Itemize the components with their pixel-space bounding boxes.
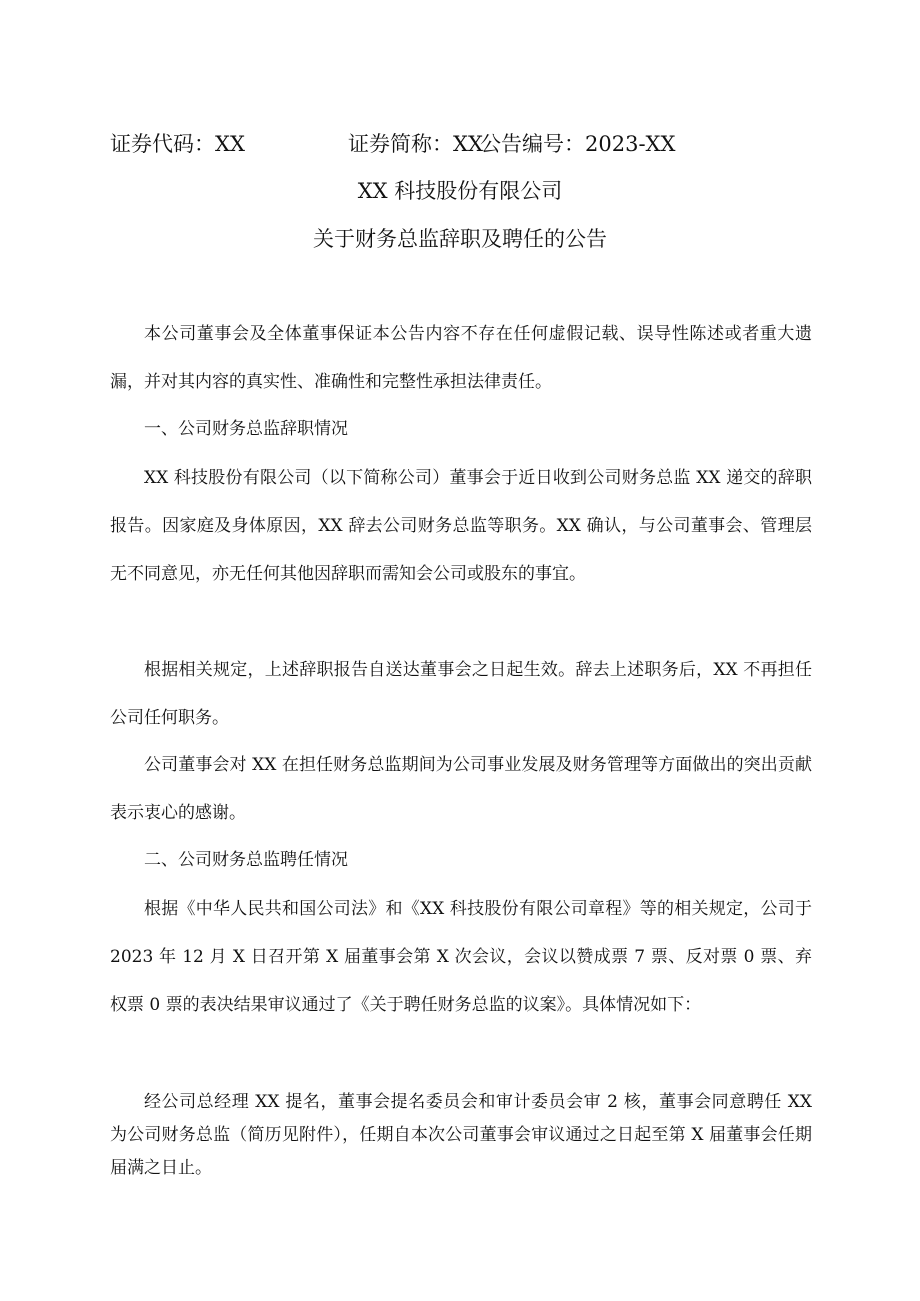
- section-heading-resignation: 一、公司财务总监辞职情况: [144, 419, 348, 439]
- resignation-paragraph: XX 科技股份有限公司（以下简称公司）董事会于近日收到公司财务总监 XX 递交的辞职报告。因家庭及身体原因，XX 辞去公司财务总监等职务。XX 确认，与公司董事会、管理层无不同意见，亦无任何其他因辞职而需知会公司或股东的事宜。: [110, 468, 812, 584]
- appointment-detail-paragraph: 经公司总经理 XX 提名，董事会提名委员会和审计委员会审 2 核，董事会同意聘任 XX 为公司财务总监（简历见附件），任期自本次公司董事会审议通过之日起至第 X 届董事会任期届满之日止。: [110, 1092, 812, 1178]
- announcement-subject-title: 关于财务总监辞职及聘任的公告: [313, 227, 607, 251]
- stock-code: 证券代码：XX: [110, 132, 245, 156]
- thanks-paragraph: 公司董事会对 XX 在担任财务总监期间为公司事业发展及财务管理等方面做出的突出贡献表示衷心的感谢。: [110, 755, 812, 823]
- appointment-basis-paragraph: 根据《中华人民共和国公司法》和《XX 科技股份有限公司章程》等的相关规定，公司于 2023 年 12 月 X 日召开第 X 届董事会第 X 次会议，会议以赞成票 7 票、反对票 0 票、弃权票 0 票的表决结果审议通过了《关于聘任财务总监的议案》。具体情况如下：: [110, 899, 812, 1015]
- section-heading-appointment: 二、公司财务总监聘任情况: [144, 850, 348, 870]
- announcement-number: 公告编号：2023-XX: [480, 132, 676, 156]
- resignation-effective-paragraph: 根据相关规定，上述辞职报告自送达董事会之日起生效。辞去上述职务后，XX 不再担任公司任何职务。: [110, 660, 812, 728]
- stock-abbreviation: 证券简称：XX: [348, 132, 483, 156]
- company-name-title: XX 科技股份有限公司: [357, 179, 563, 203]
- responsibility-statement: 本公司董事会及全体董事保证本公告内容不存在任何虚假记载、误导性陈述或者重大遗漏，并对其内容的真实性、准确性和完整性承担法律责任。: [110, 324, 812, 392]
